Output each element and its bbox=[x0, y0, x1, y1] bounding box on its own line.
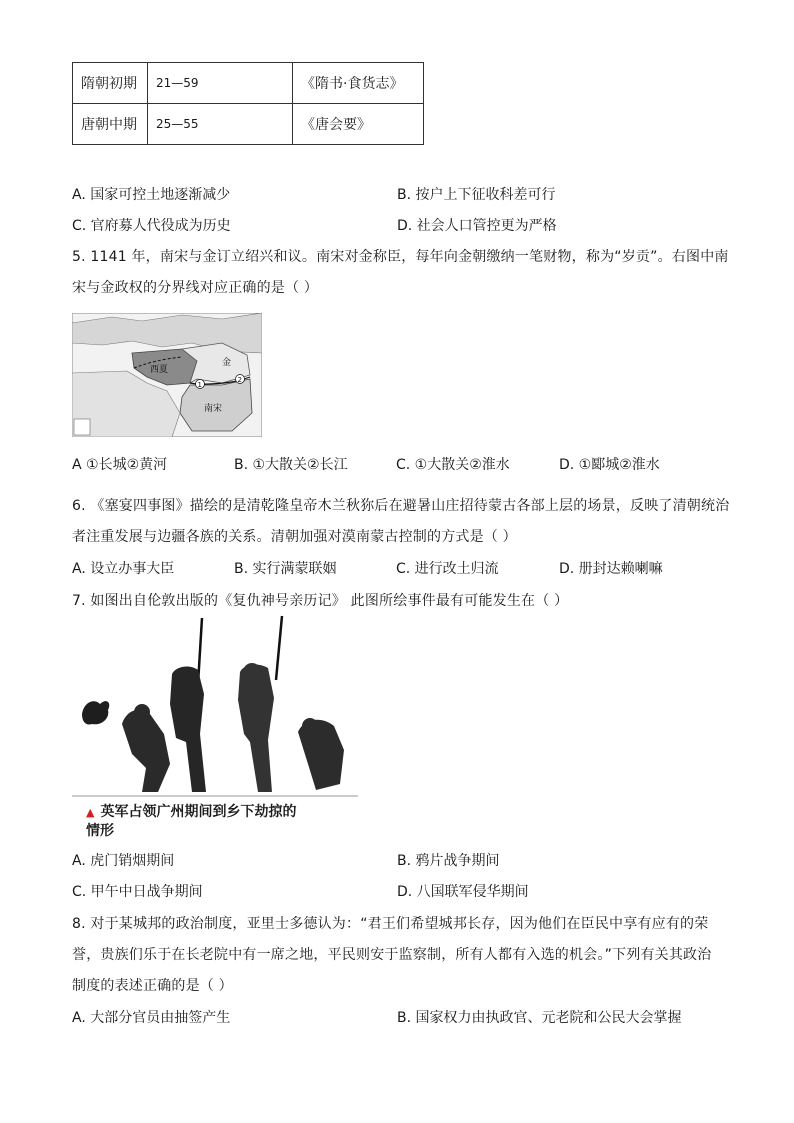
looting-illustration bbox=[72, 614, 358, 800]
table-cell-period: 隋朝初期 bbox=[73, 63, 148, 104]
map-marker-1-icon: 1 bbox=[197, 381, 202, 389]
figure-caption-line: 情形 bbox=[86, 823, 114, 839]
q7-question-line: 7. 如图出自伦敦出版的《复仇神号亲历记》 此图所绘事件最有可能发生在（ ） bbox=[72, 593, 569, 609]
map-marker-2-icon: 2 bbox=[237, 376, 242, 384]
q8-question-line: 8. 对于某城邦的政治制度，亚里士多德认为：“君王们希望城邦长存，因为他们在臣民中享有应有的荣 bbox=[72, 916, 709, 932]
q5-option-d: D. ①郾城②淮水 bbox=[559, 457, 660, 473]
figure-caption bbox=[86, 803, 296, 841]
q5-option-b: B. ①大散关②长江 bbox=[234, 457, 348, 473]
table-cell-source: 《唐会要》 bbox=[293, 104, 424, 145]
table-row bbox=[73, 63, 424, 104]
q4-option-a: A. 国家可控土地逐渐减少 bbox=[72, 187, 231, 203]
figure-caption-line: 英军占领广州期间到乡下劫掠的 bbox=[100, 804, 297, 820]
table-cell-range: 21—59 bbox=[148, 63, 293, 104]
q7-option-b: B. 鸦片战争期间 bbox=[397, 853, 500, 869]
q8-question-line: 制度的表述正确的是（ ） bbox=[72, 978, 233, 994]
map-legend-icon bbox=[74, 419, 90, 435]
q5-option-a: A ①长城②黄河 bbox=[72, 457, 168, 473]
song-jin-map bbox=[72, 313, 262, 437]
table-row bbox=[73, 104, 424, 145]
map-label-xixia: 西夏 bbox=[150, 365, 169, 375]
map-label-jin: 金 bbox=[222, 358, 232, 368]
q6-option-d: D. 册封达赖喇嘛 bbox=[559, 561, 663, 577]
triangle-icon: ▲ bbox=[86, 806, 95, 819]
q6-option-a: A. 设立办事大臣 bbox=[72, 561, 175, 577]
table-cell-period: 唐朝中期 bbox=[73, 104, 148, 145]
q5-question-line: 5. 1141 年，南宋与金订立绍兴和议。南宋对金称臣，每年向金朝缴纳一笔财物，称为“岁贡”。右图中南 bbox=[72, 249, 729, 265]
data-table bbox=[72, 62, 424, 145]
q7-option-d: D. 八国联军侵华期间 bbox=[397, 884, 529, 900]
table-cell-source: 《隋书·食货志》 bbox=[293, 63, 424, 104]
q7-option-a: A. 虎门销烟期间 bbox=[72, 853, 175, 869]
q8-option-b: B. 国家权力由执政官、元老院和公民大会掌握 bbox=[397, 1010, 682, 1026]
q6-option-b: B. 实行满蒙联姻 bbox=[234, 561, 337, 577]
q5-question-line: 宋与金政权的分界线对应正确的是（ ） bbox=[72, 280, 319, 296]
q4-option-b: B. 按户上下征收科差可行 bbox=[397, 187, 556, 203]
q8-option-a: A. 大部分官员由抽签产生 bbox=[72, 1010, 231, 1026]
q4-option-d: D. 社会人口管控更为严格 bbox=[397, 218, 557, 234]
q6-question-line: 6. 《塞宴四事图》描绘的是清乾隆皇帝木兰秋狝后在避暑山庄招待蒙古各部上层的场景，反映了清朝统治 bbox=[72, 498, 730, 514]
table-cell-range: 25—55 bbox=[148, 104, 293, 145]
map-label-nansong: 南宋 bbox=[204, 404, 223, 414]
q8-question-line: 誉，贵族们乐于在长老院中有一席之地，平民则安于监察制，所有人都有入选的机会。”下列有关其政治 bbox=[72, 947, 712, 963]
q6-option-c: C. 进行改土归流 bbox=[396, 561, 499, 577]
q6-question-line: 者注重发展与边疆各族的关系。清朝加强对漠南蒙古控制的方式是（ ） bbox=[72, 529, 517, 545]
q4-option-c: C. 官府募人代役成为历史 bbox=[72, 218, 231, 234]
q7-option-c: C. 甲午中日战争期间 bbox=[72, 884, 203, 900]
q5-option-c: C. ①大散关②淮水 bbox=[396, 457, 510, 473]
